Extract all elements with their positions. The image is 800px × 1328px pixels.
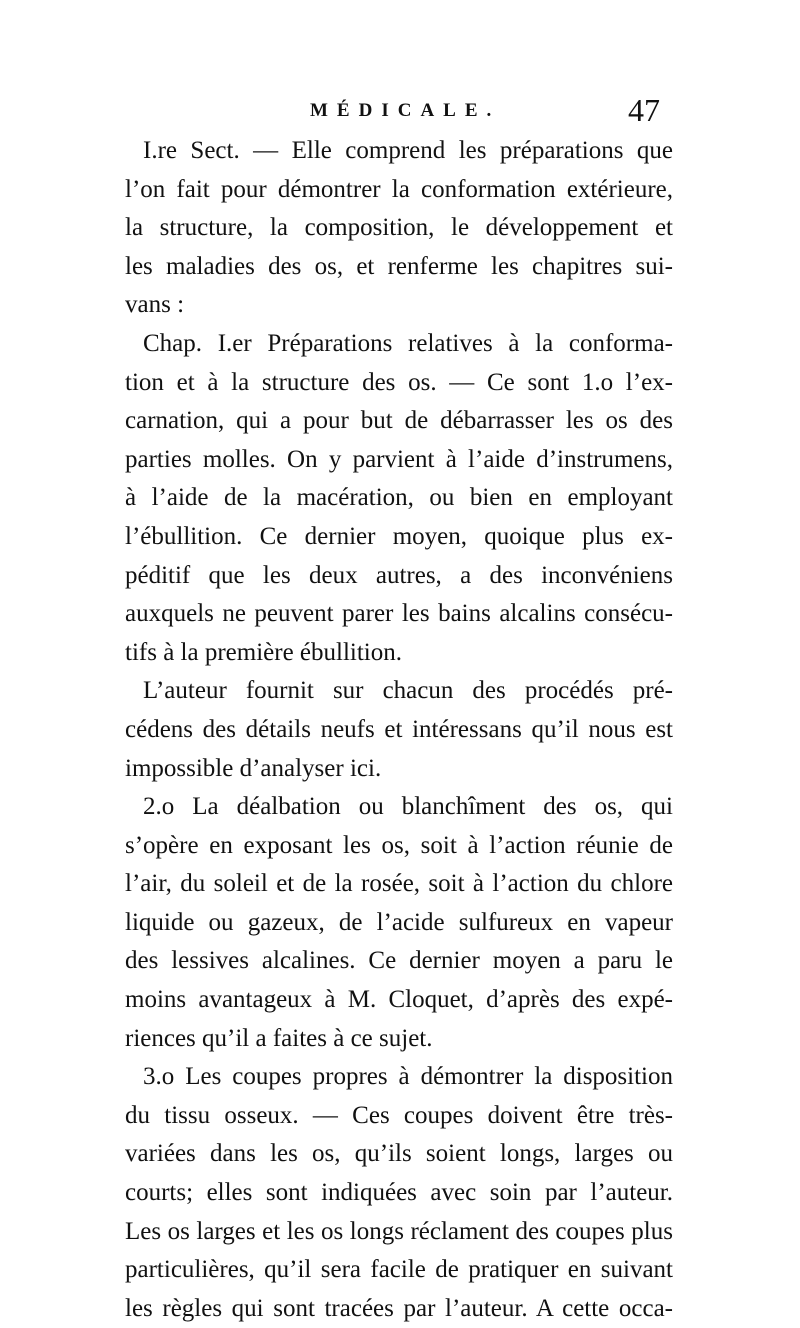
text-line: variées dans les os, qu’ils soient longs, larges ou — [125, 1140, 673, 1168]
text-line: moins avantageux à M. Cloquet, d’après des expé- — [125, 986, 673, 1014]
text-line: tion et à la structure des os. — Ce sont 1.o l’ex- — [125, 368, 673, 396]
text-line: courts; elles sont indiquées avec soin par l’auteur. — [125, 1179, 673, 1207]
text-line: s’opère en exposant les os, soit à l’action réunie de — [125, 831, 673, 859]
text-line: Les os larges et les os longs réclament des coupes plus — [125, 1217, 673, 1245]
running-head — [0, 92, 800, 128]
text-line: tifs à la première ébullition. — [125, 638, 402, 666]
text-line: L’auteur fournit sur chacun des procédés pré- — [143, 677, 673, 705]
text-line: 2.o La déalbation ou blanchîment des os, qui — [143, 793, 673, 821]
text-line: la structure, la composition, le développement et — [125, 214, 673, 242]
text-line: auxquels ne peuvent parer les bains alcalins consécu- — [125, 600, 673, 628]
text-line: impossible d’analyser ici. — [125, 754, 382, 782]
running-title: MÉDICALE. — [310, 100, 501, 121]
text-line: l’air, du soleil et de la rosée, soit à l’action du chlore — [125, 870, 673, 898]
text-line: l’on fait pour démontrer la conformation extérieure, — [125, 175, 673, 203]
text-line: les maladies des os, et renferme les chapitres sui- — [125, 252, 673, 280]
text-line: liquide ou gazeux, de l’acide sulfureux en vapeur — [125, 908, 673, 936]
text-line: carnation, qui a pour but de débarrasser les os des — [125, 407, 673, 435]
text-line: parties molles. On y parvient à l’aide d’instrumens, — [125, 445, 673, 473]
text-line: les règles qui sont tracées par l’auteur. A cette occa- — [125, 1294, 673, 1322]
text-line: à l’aide de la macération, ou bien en employant — [125, 484, 673, 512]
text-line: Chap. I.er Préparations relatives à la conforma- — [143, 329, 673, 357]
text-line: riences qu’il a faites à ce sujet. — [125, 1024, 433, 1052]
text-line: 3.o Les coupes propres à démontrer la disposition — [143, 1063, 673, 1091]
text-line: l’ébullition. Ce dernier moyen, quoique plus ex- — [125, 522, 673, 550]
text-line: du tissu osseux. — Ces coupes doivent être très- — [125, 1101, 673, 1129]
page-number: 47 — [628, 92, 660, 128]
text-line: particulières, qu’il sera facile de pratiquer en suivant — [125, 1256, 673, 1284]
text-line: cédens des détails neufs et intéressans qu’il nous est — [125, 715, 673, 743]
body-text — [125, 132, 673, 1328]
text-line: vans : — [125, 291, 185, 319]
text-line: I.re Sect. — Elle comprend les préparations que — [143, 137, 673, 164]
text-line: péditif que les deux autres, a des inconvéniens — [125, 561, 673, 589]
text-line: des lessives alcalines. Ce dernier moyen a paru le — [125, 947, 673, 975]
